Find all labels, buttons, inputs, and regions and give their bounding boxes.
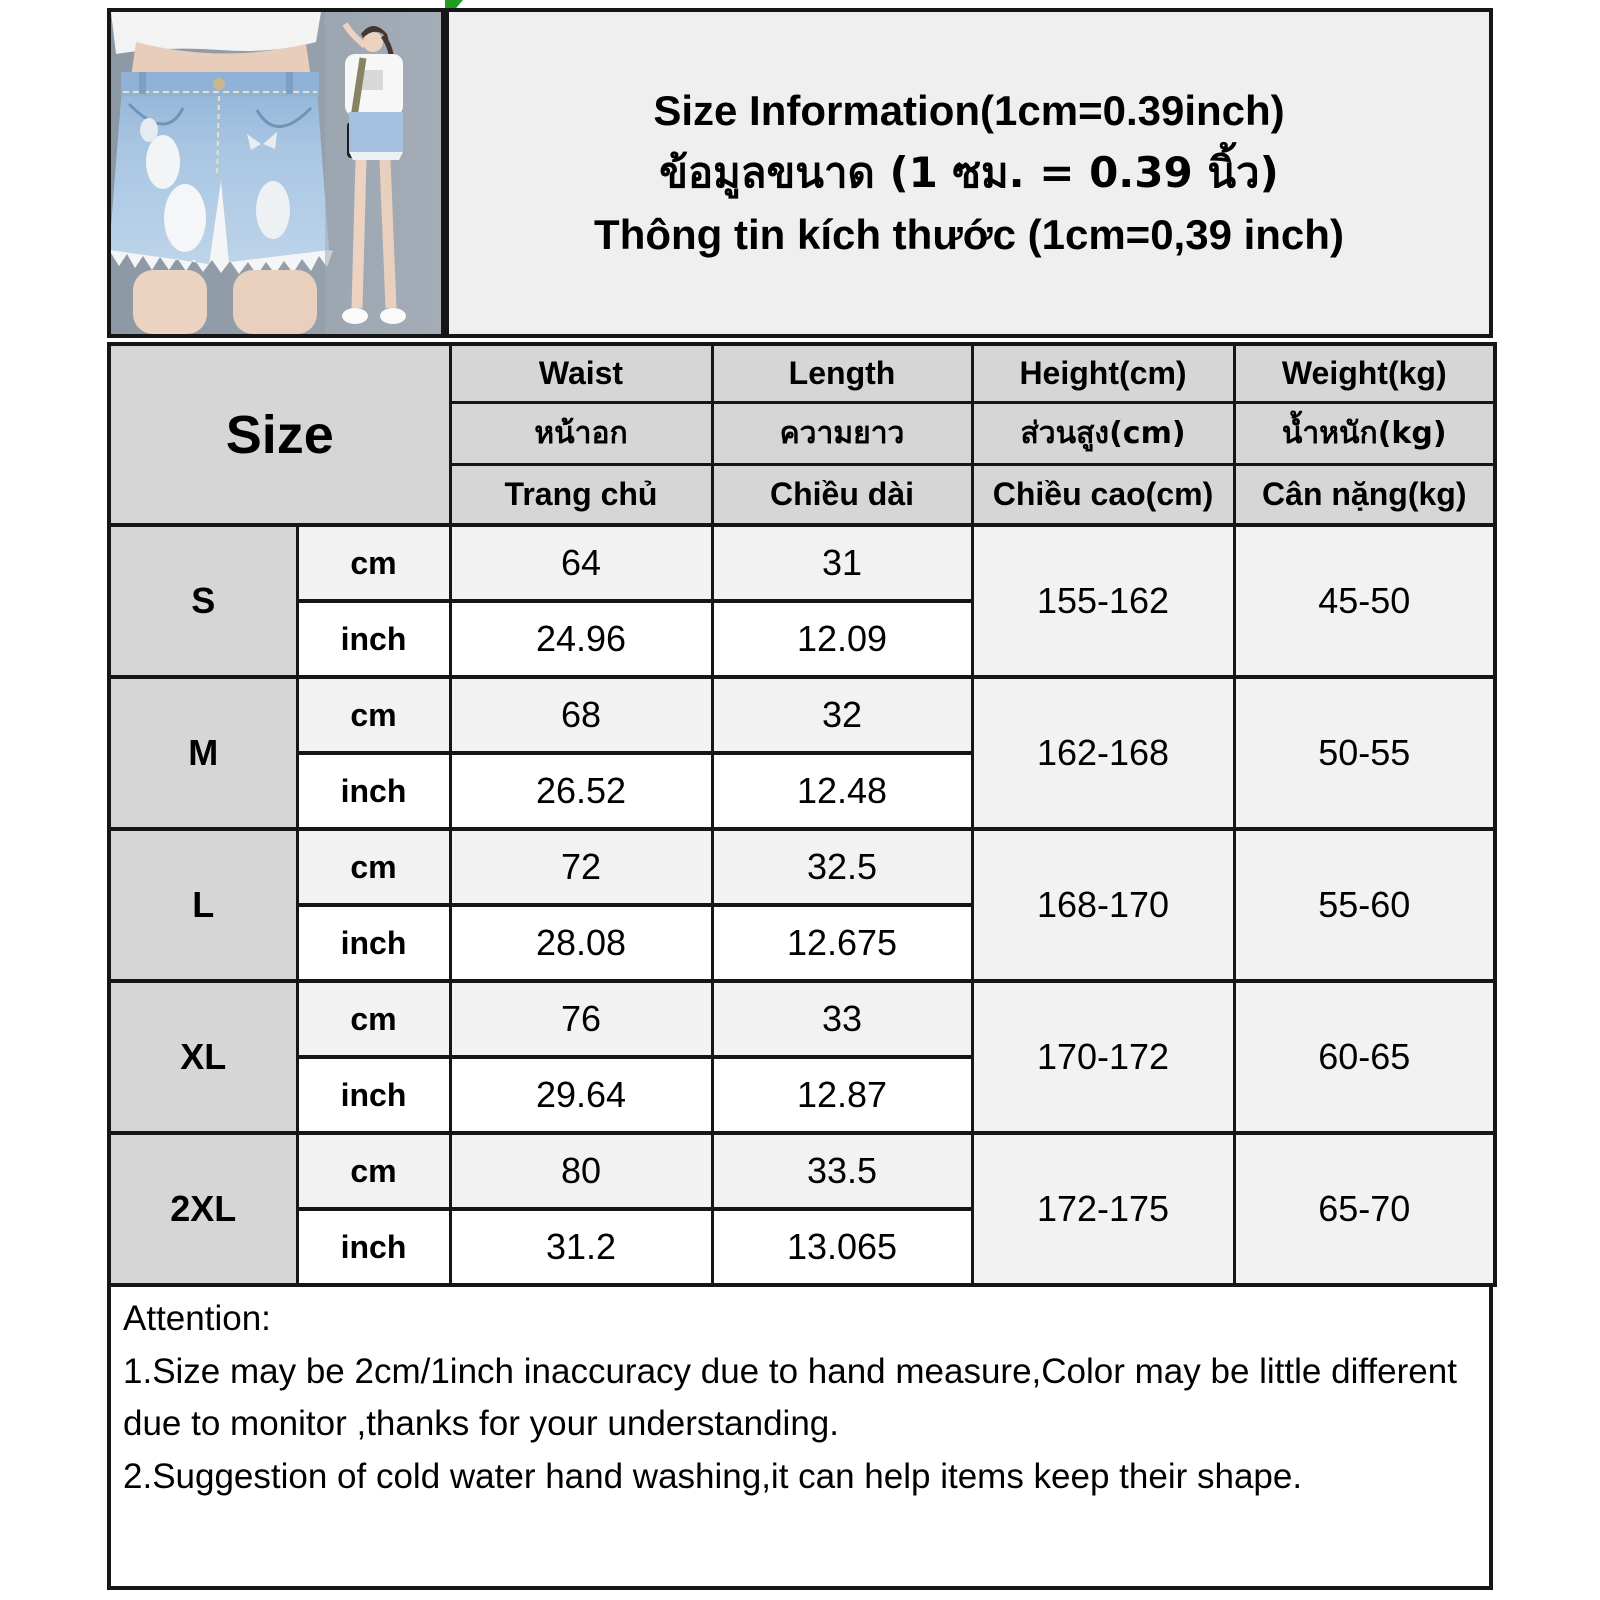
attention-note-1: 1.Size may be 2cm/1inch inaccuracy due to hand measure,Color may be little different due to monitor ,thanks for your understanding. (123, 1351, 1457, 1443)
length-cm-value: 33.5 (712, 1133, 972, 1209)
size-label-s: S (109, 525, 297, 677)
length-cm-value: 33 (712, 981, 972, 1057)
height-value: 155-162 (972, 525, 1234, 677)
weight-value: 50-55 (1234, 677, 1495, 829)
size-info-title (445, 8, 1493, 338)
unit-label-cm: cm (297, 1133, 450, 1209)
height-value: 170-172 (972, 981, 1234, 1133)
size-label-xl: XL (109, 981, 297, 1133)
waist-inch-value: 26.52 (450, 753, 712, 829)
size-label-m: M (109, 677, 297, 829)
waist-cm-value: 80 (450, 1133, 712, 1209)
column-header-length-th: ความยาว (712, 402, 972, 464)
height-value: 168-170 (972, 829, 1234, 981)
column-header-waist-th: หน้าอก (450, 402, 712, 464)
column-header-weight-th: น้ำหนัก(kg) (1234, 402, 1495, 464)
unit-label-cm: cm (297, 525, 450, 601)
unit-label-cm: cm (297, 677, 450, 753)
size-label-2xl: 2XL (109, 1133, 297, 1285)
unit-label-inch: inch (297, 905, 450, 981)
attention-heading: Attention: (123, 1299, 271, 1338)
size-table (107, 342, 1497, 1287)
length-cm-value: 31 (712, 525, 972, 601)
column-header-height-vi: Chiều cao(cm) (972, 464, 1234, 525)
waist-cm-value: 72 (450, 829, 712, 905)
length-inch-value: 12.87 (712, 1057, 972, 1133)
height-value: 172-175 (972, 1133, 1234, 1285)
unit-label-inch: inch (297, 1209, 450, 1285)
weight-value: 65-70 (1234, 1133, 1495, 1285)
size-label-l: L (109, 829, 297, 981)
column-header-weight-vi: Cân nặng(kg) (1234, 464, 1495, 525)
length-inch-value: 12.48 (712, 753, 972, 829)
waist-cm-value: 76 (450, 981, 712, 1057)
product-photo (107, 8, 445, 338)
weight-value: 45-50 (1234, 525, 1495, 677)
length-inch-value: 12.675 (712, 905, 972, 981)
length-inch-value: 13.065 (712, 1209, 972, 1285)
denim-shorts-illustration (111, 12, 441, 334)
unit-label-inch: inch (297, 1057, 450, 1133)
unit-label-cm: cm (297, 981, 450, 1057)
waist-inch-value: 28.08 (450, 905, 712, 981)
weight-value: 55-60 (1234, 829, 1495, 981)
length-inch-value: 12.09 (712, 601, 972, 677)
height-value: 162-168 (972, 677, 1234, 829)
attention-notes (107, 1283, 1493, 1590)
column-header-height: Height(cm) (972, 344, 1234, 402)
column-header-height-th: ส่วนสูง(cm) (972, 402, 1234, 464)
unit-label-cm: cm (297, 829, 450, 905)
weight-value: 60-65 (1234, 981, 1495, 1133)
title-line-vietnamese: Thông tin kích thước (1cm=0,39 inch) (594, 211, 1344, 259)
unit-label-inch: inch (297, 601, 450, 677)
column-header-length: Length (712, 344, 972, 402)
attention-note-2: 2.Suggestion of cold water hand washing,it can help items keep their shape. (123, 1456, 1303, 1496)
length-cm-value: 32 (712, 677, 972, 753)
waist-inch-value: 31.2 (450, 1209, 712, 1285)
unit-label-inch: inch (297, 753, 450, 829)
column-header-waist-vi: Trang chủ (450, 464, 712, 525)
waist-inch-value: 24.96 (450, 601, 712, 677)
waist-cm-value: 64 (450, 525, 712, 601)
title-line-english: Size Information(1cm=0.39inch) (653, 86, 1285, 134)
column-header-weight: Weight(kg) (1234, 344, 1495, 402)
length-cm-value: 32.5 (712, 829, 972, 905)
waist-inch-value: 29.64 (450, 1057, 712, 1133)
column-header-length-vi: Chiều dài (712, 464, 972, 525)
title-line-thai: ข้อมูลขนาด (1 ซม. = 0.39 นิ้ว) (659, 147, 1279, 197)
column-header-waist: Waist (450, 344, 712, 402)
size-column-header: Size (109, 344, 450, 525)
waist-cm-value: 68 (450, 677, 712, 753)
